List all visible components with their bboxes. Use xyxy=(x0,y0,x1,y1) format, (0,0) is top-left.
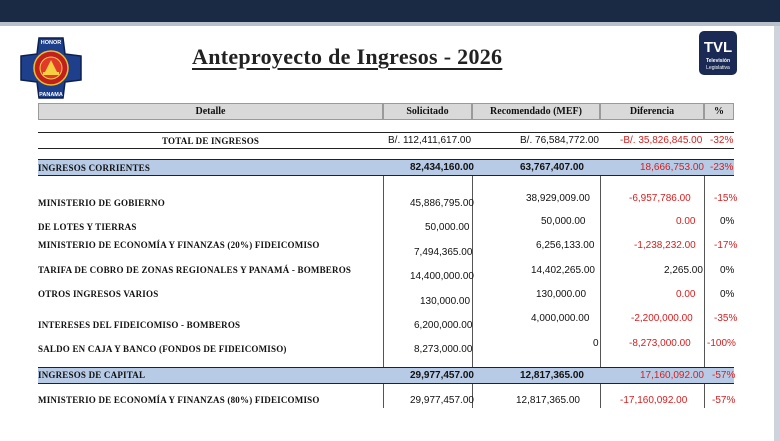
total-diferencia: -B/. 35,826,845.00 xyxy=(620,135,703,146)
row-recomendado: 12,817,365.00 xyxy=(516,395,580,406)
corrientes-pct: -23% xyxy=(710,162,734,173)
row-recomendado: 50,000.00 xyxy=(541,216,586,227)
row-label: OTROS INGRESOS VARIOS xyxy=(38,289,159,299)
corrientes-recomendado: 63,767,407.00 xyxy=(520,162,584,173)
row-diferencia: -8,273,000.00 xyxy=(629,338,691,349)
capital-label: INGRESOS DE CAPITAL xyxy=(38,370,146,380)
row-recomendado: 38,929,009.00 xyxy=(526,193,590,204)
row-diferencia: 0.00 xyxy=(676,216,696,227)
right-edge-stripe xyxy=(774,26,780,441)
corrientes-diferencia: 18,666,753.00 xyxy=(640,162,704,173)
total-label: TOTAL DE INGRESOS xyxy=(162,136,260,146)
col-header-detalle: Detalle xyxy=(38,103,383,120)
svg-text:TVL: TVL xyxy=(703,39,733,56)
col-header-recomendado: Recomendado (MEF) xyxy=(472,103,600,120)
svg-text:Televisión: Televisión xyxy=(705,58,731,64)
corrientes-solicitado: 82,434,160.00 xyxy=(410,162,474,173)
col-header-diferencia: Diferencia xyxy=(600,103,704,120)
svg-text:Legislativa: Legislativa xyxy=(706,65,730,71)
corrientes-label: INGRESOS CORRIENTES xyxy=(38,163,151,173)
row-label: DE LOTES Y TIERRAS xyxy=(38,222,137,232)
top-banner xyxy=(0,0,780,22)
row-solicitado: 8,273,000.00 xyxy=(414,344,473,355)
total-recomendado: B/. 76,584,772.00 xyxy=(520,135,599,146)
row-recomendado: 4,000,000.00 xyxy=(531,313,590,324)
svg-text:PANAMA: PANAMA xyxy=(39,92,63,98)
row-solicitado: 130,000.00 xyxy=(420,296,471,307)
col-divider xyxy=(383,176,384,367)
row-diferencia: 2,265.00 xyxy=(664,265,703,276)
row-pct: -17% xyxy=(714,240,738,251)
capital-pct: -57% xyxy=(712,370,736,381)
tvl-brand-logo xyxy=(698,30,738,76)
row-pct: -57% xyxy=(712,395,736,406)
row-solicitado: 7,494,365.00 xyxy=(414,247,473,258)
row-solicitado: 14,400,000.00 xyxy=(410,271,474,282)
capital-diferencia: 17,160,092.00 xyxy=(640,370,704,381)
row-solicitado: 6,200,000.00 xyxy=(414,320,473,331)
capital-recomendado: 12,817,365.00 xyxy=(520,370,584,381)
row-pct: 0% xyxy=(720,289,735,300)
row-pct: -35% xyxy=(714,313,738,324)
top-banner-stripe xyxy=(0,22,780,26)
row-pct: 0% xyxy=(720,265,735,276)
row-diferencia: -6,957,786.00 xyxy=(629,193,691,204)
row-pct: -100% xyxy=(707,338,736,349)
row-solicitado: 45,886,795.00 xyxy=(410,198,474,209)
col-divider xyxy=(704,384,705,408)
col-divider xyxy=(600,384,601,408)
row-label: MINISTERIO DE ECONOMÍA Y FINANZAS (20%) FIDEICOMISO xyxy=(38,240,320,250)
svg-text:HONOR: HONOR xyxy=(40,40,62,46)
row-recomendado: 130,000.00 xyxy=(536,289,587,300)
row-label: TARIFA DE COBRO DE ZONAS REGIONALES Y PANAMÁ - BOMBEROS xyxy=(38,265,352,275)
row-solicitado: 50,000.00 xyxy=(425,222,470,233)
row-diferencia: -1,238,232.00 xyxy=(634,240,696,251)
fire-department-badge-logo xyxy=(8,36,94,100)
row-label: MINISTERIO DE ECONOMÍA Y FINANZAS (80%) FIDEICOMISO xyxy=(38,395,320,405)
total-solicitado: B/. 112,411,617.00 xyxy=(388,135,472,146)
row-solicitado: 29,977,457.00 xyxy=(410,395,474,406)
col-divider xyxy=(600,176,601,367)
col-divider xyxy=(383,384,384,408)
page-title: Anteproyecto de Ingresos - 2026 xyxy=(192,44,503,69)
row-diferencia: -2,200,000.00 xyxy=(631,313,693,324)
row-label: MINISTERIO DE GOBIERNO xyxy=(38,198,165,208)
row-diferencia: -17,160,092.00 xyxy=(620,395,688,406)
row-pct: 0% xyxy=(720,216,735,227)
capital-solicitado: 29,977,457.00 xyxy=(410,370,474,381)
row-label: SALDO EN CAJA Y BANCO (FONDOS DE FIDEICOMISO) xyxy=(38,344,287,354)
row-recomendado: 14,402,265.00 xyxy=(531,265,595,276)
col-header-solicitado: Solicitado xyxy=(383,103,472,120)
col-divider xyxy=(704,176,705,367)
row-recomendado: 0 xyxy=(593,338,599,349)
row-label: INTERESES DEL FIDEICOMISO - BOMBEROS xyxy=(38,320,241,330)
row-pct: -15% xyxy=(714,193,738,204)
total-pct: -32% xyxy=(710,135,734,146)
row-recomendado: 6,256,133.00 xyxy=(536,240,595,251)
row-diferencia: 0.00 xyxy=(676,289,696,300)
col-header-pct: % xyxy=(704,103,734,120)
